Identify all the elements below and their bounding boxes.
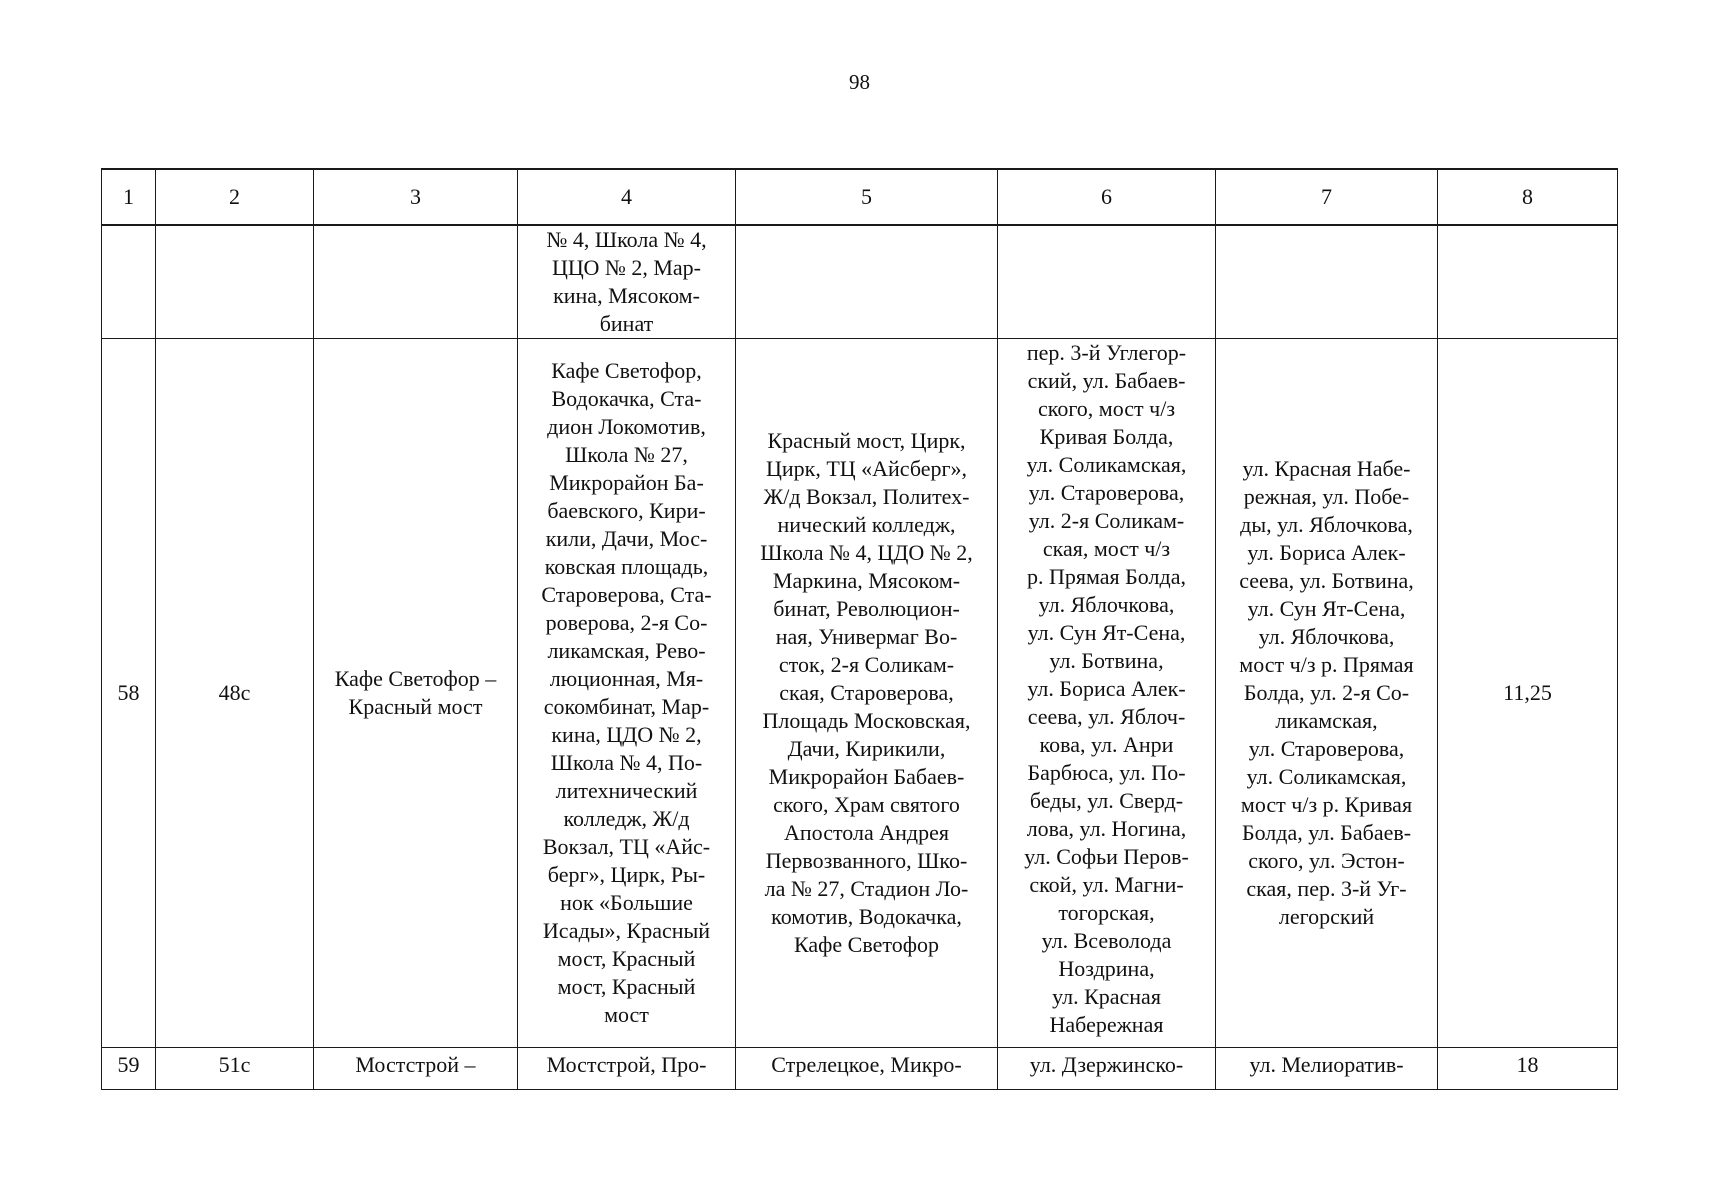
cell-stops-backward <box>736 225 998 339</box>
table-row-59 <box>102 1048 1618 1090</box>
cell-number <box>102 225 156 339</box>
cell-stops-forward: № 4, Школа № 4, ЦЦО № 2, Мар- кина, Мясоком- бинат <box>518 225 736 339</box>
cell-route-name <box>314 225 518 339</box>
cell-length <box>1438 225 1618 339</box>
cell-route-number <box>156 225 314 339</box>
cell-route-number: 48с <box>156 339 314 1048</box>
header-cell-6: 6 <box>998 169 1216 225</box>
cell-streets-forward: пер. 3-й Углегор- ский, ул. Бабаев- ского, мост ч/з Кривая Болда, ул. Соликамская, ул. Староверова, ул. 2-я Соликам- ская, мост ч/з р. Прямая Болда, ул. Яблочкова, ул. Сун Ят-Сена, ул. Ботвина, ул. Бориса Алек- сеева, ул. Яблоч- кова, ул. Анри Барбюса, ул. По- беды, ул. Сверд- лова, ул. Ногина, ул. Софьи Перов- ской, ул. Магни- тогорская, ул. Всеволода Ноздрина, ул. Красная Набережная <box>998 339 1216 1048</box>
routes-table <box>101 168 1618 1090</box>
cell-streets-backward <box>1216 225 1438 339</box>
cell-stops-forward: Мостстрой, Про- <box>518 1048 736 1090</box>
cell-streets-backward: ул. Мелиоратив- <box>1216 1048 1438 1090</box>
cell-length: 18 <box>1438 1048 1618 1090</box>
cell-stops-backward: Красный мост, Цирк, Цирк, ТЦ «Айсберг», Ж/д Вокзал, Политех- нический колледж, Школа № 4, ЦДО № 2, Маркина, Мясоком- бинат, Революцион- ная, Универмаг Во- сток, 2-я Соликам- ская, Староверова, Площадь Московская, Дачи, Кирикили, Микрорайон Бабаев- ского, Храм святого Апостола Андрея Первозванного, Шко- ла № 27, Стадион Ло- комотив, Водокачка, Кафе Светофор <box>736 339 998 1048</box>
cell-number: 58 <box>102 339 156 1048</box>
table-row-continuation <box>102 225 1618 339</box>
cell-streets-forward: ул. Дзержинско- <box>998 1048 1216 1090</box>
header-cell-1: 1 <box>102 169 156 225</box>
cell-stops-forward: Кафе Светофор, Водокачка, Ста- дион Локомотив, Школа № 27, Микрорайон Ба- баевского, Кири- кили, Дачи, Мос- ковская площадь, Староверова, Ста- роверова, 2-я Со- ликамская, Рево- люционная, Мя- сокомбинат, Мар- кина, ЦДО № 2, Школа № 4, По- литехнический колледж, Ж/д Вокзал, ТЦ «Айс- берг», Цирк, Ры- нок «Большие Исады», Красный мост, Красный мост, Красный мост <box>518 339 736 1048</box>
cell-stops-backward: Стрелецкое, Микро- <box>736 1048 998 1090</box>
cell-number: 59 <box>102 1048 156 1090</box>
cell-route-name: Кафе Светофор – Красный мост <box>314 339 518 1048</box>
cell-streets-backward: ул. Красная Набе- режная, ул. Побе- ды, ул. Яблочкова, ул. Бориса Алек- сеева, ул. Ботвина, ул. Сун Ят-Сена, ул. Яблочкова, мост ч/з р. Прямая Болда, ул. 2-я Со- ликамская, ул. Староверова, ул. Соликамская, мост ч/з р. Кривая Болда, ул. Бабаев- ского, ул. Эстон- ская, пер. 3-й Уг- легорский <box>1216 339 1438 1048</box>
cell-streets-forward <box>998 225 1216 339</box>
header-cell-2: 2 <box>156 169 314 225</box>
page-number: 98 <box>849 70 870 94</box>
cell-route-name: Мостстрой – <box>314 1048 518 1090</box>
table-header-row <box>102 169 1618 225</box>
header-cell-3: 3 <box>314 169 518 225</box>
header-cell-5: 5 <box>736 169 998 225</box>
header-cell-4: 4 <box>518 169 736 225</box>
cell-length: 11,25 <box>1438 339 1618 1048</box>
table-row-58 <box>102 339 1618 1048</box>
cell-route-number: 51с <box>156 1048 314 1090</box>
header-cell-8: 8 <box>1438 169 1618 225</box>
header-cell-7: 7 <box>1216 169 1438 225</box>
